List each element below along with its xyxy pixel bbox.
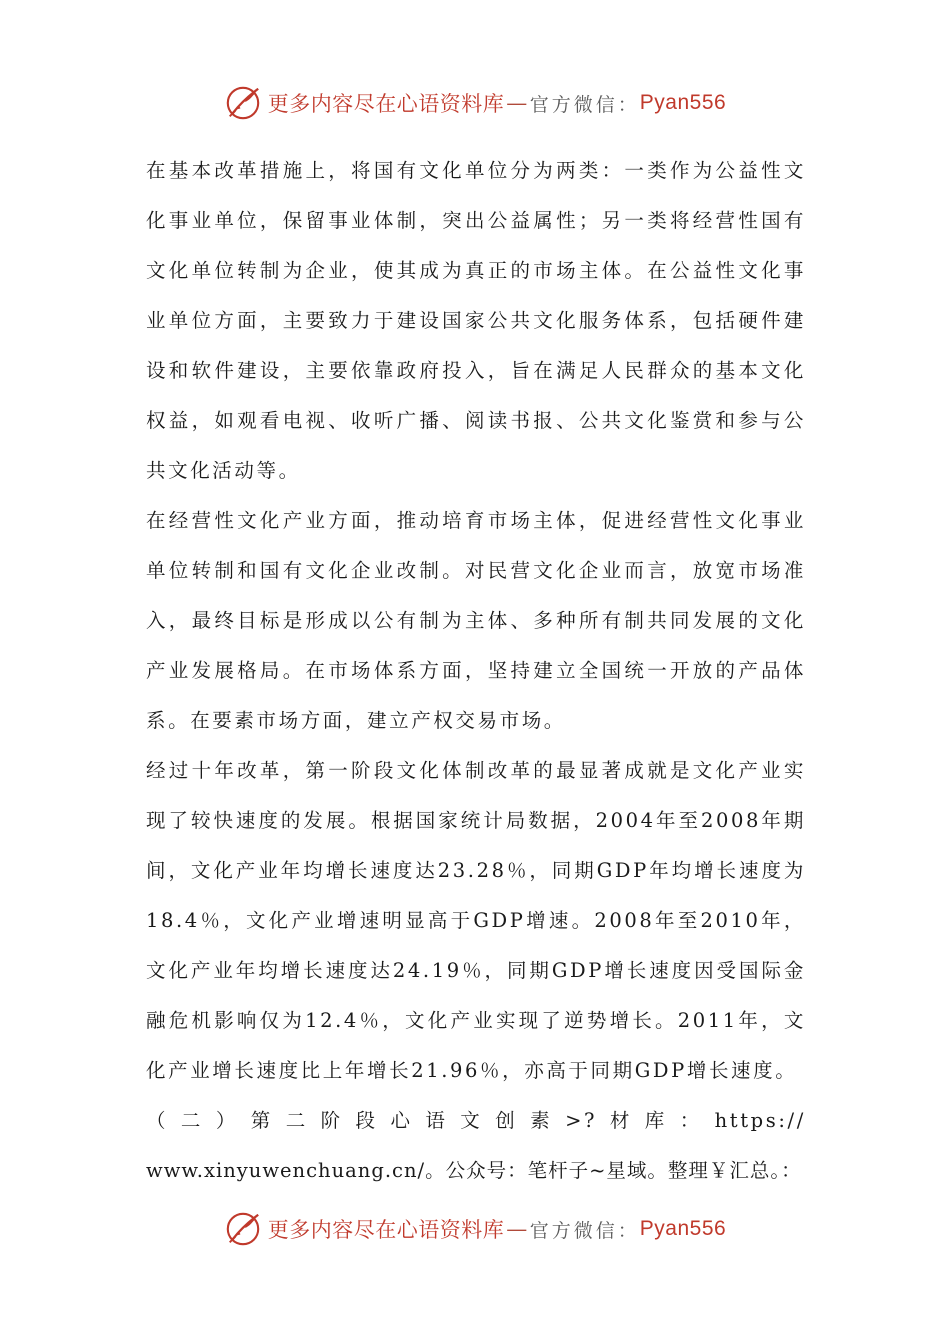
document-body [146, 146, 806, 1196]
heading-char: 语 [425, 1109, 448, 1132]
paragraph-commercial-industry: 在经营性文化产业方面，推动培育市场主体，促进经营性文化事业单位转制和国有文化企业改制。对民营文化企业而言，放宽市场准入，最终目标是形成以公有制为主体、多种所有制共同发展的文化产业发展格局。在市场体系方面，坚持建立全国统一开放的产品体系。在要素市场方面，建立产权交易市场。 [146, 509, 806, 732]
paragraph-growth-statistics: 经过十年改革，第一阶段文化体制改革的最显著成就是文化产业实现了较快速度的发展。根据国家统计局数据，2004年至2008年期间，文化产业年均增长速度达23.28％，同期GDP年均增长速度为18.4％，文化产业增速明显高于GDP增速。2008年至2010年，文化产业年均增长速度达24.19％，同期GDP增长速度因受国际金融危机影响仅为12.4％，文化产业实现了逆势增长。2011年，文化产业增长速度比上年增长21.96％，亦高于同期GDP增长速度。 [146, 759, 806, 1082]
banner-wechat-label: 官方微信： [529, 93, 640, 116]
heading-char: 文 [460, 1109, 483, 1132]
heading-char: 材 [609, 1109, 632, 1132]
heading-char: （ [146, 1109, 169, 1132]
heading-char: 库 [644, 1109, 667, 1132]
quill-logo-icon [224, 1210, 262, 1248]
banner-slogan: 更多内容尽在心语资料库 [267, 1218, 505, 1242]
banner-wechat-id: Pyan556 [639, 1217, 727, 1240]
heading-char: 段 [355, 1109, 378, 1132]
banner-wechat-label: 官方微信： [529, 1219, 640, 1242]
source-line: www.xinyuwenchuang.cn/。公众号：笔杆子~星域。整理￥汇总。： [146, 1159, 802, 1182]
heading-char: 二 [285, 1109, 308, 1132]
heading-url-start: https:// [714, 1109, 806, 1132]
paragraph-reform-measures: 在基本改革措施上，将国有文化单位分为两类：一类作为公益性文化事业单位，保留事业体制，突出公益属性；另一类将经营性国有文化单位转制为企业，使其成为真正的市场主体。在公益性文化事业单位方面，主要致力于建设国家公共文化服务体系，包括硬件建设和软件建设，主要依靠政府投入，旨在满足人民群众的基本文化权益，如观看电视、收听广播、阅读书报、公共文化鉴赏和参与公共文化活动等。 [146, 159, 806, 482]
quill-logo-icon [224, 84, 262, 122]
banner-text [268, 88, 726, 118]
banner-dash: — [506, 1217, 528, 1241]
banner-wechat-id: Pyan556 [639, 91, 727, 114]
banner-slogan: 更多内容尽在心语资料库 [267, 92, 505, 116]
header-banner [0, 78, 950, 128]
heading-char: 心 [390, 1109, 413, 1132]
heading-char: 第 [250, 1109, 273, 1132]
heading-char: ） [215, 1109, 238, 1132]
heading-char: 素 [530, 1109, 553, 1132]
heading-char: >? [565, 1109, 598, 1132]
heading-char: 二 [180, 1109, 204, 1132]
section-heading-line [146, 1096, 806, 1146]
heading-char: ： [679, 1109, 702, 1132]
banner-text [268, 1214, 726, 1244]
heading-char: 阶 [320, 1109, 343, 1132]
heading-char: 创 [495, 1109, 518, 1132]
footer-banner [0, 1204, 950, 1254]
banner-dash: — [506, 91, 528, 115]
